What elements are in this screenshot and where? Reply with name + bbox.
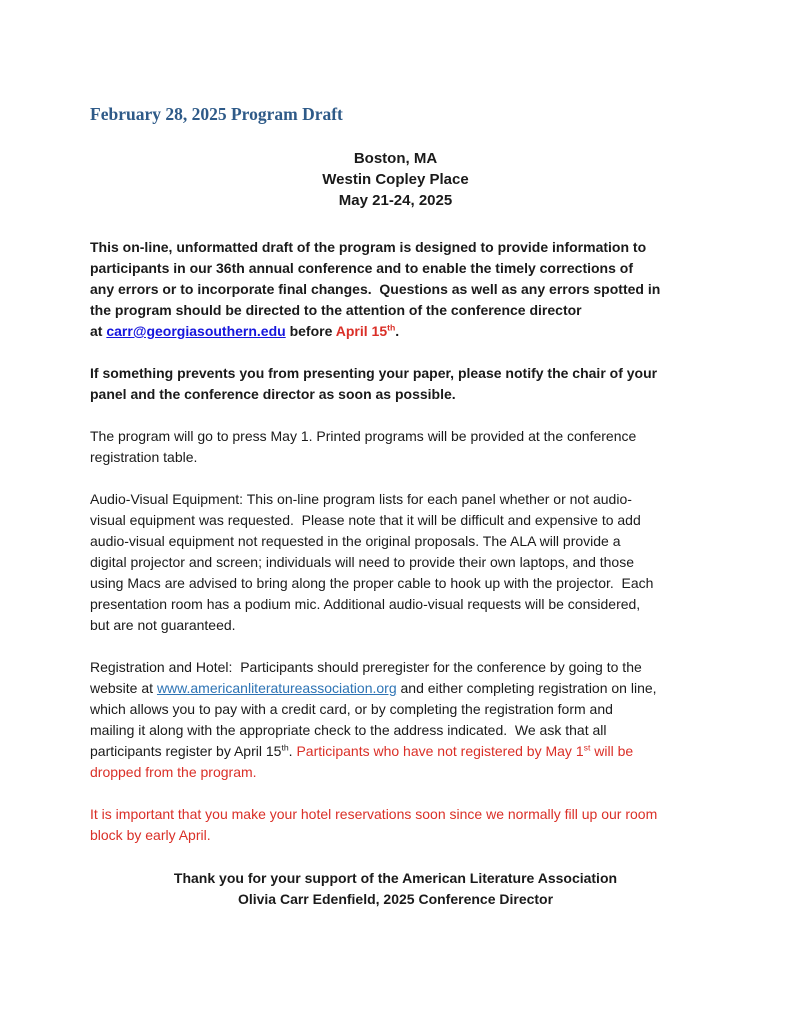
text-segment: . [395, 323, 400, 339]
drop-warning: Participants who have not registered by May 1 [296, 743, 584, 759]
text-segment: . [288, 743, 297, 759]
paragraph-registration [90, 657, 721, 783]
text-segment: and either completing registration on line, which allows you to pay with a credit card, or by completing the registration form and mailing it along with the appropriate check to the address indicated. We ask that all participants register by April 15 [90, 680, 657, 759]
paragraph-press [90, 426, 721, 468]
text-segment: This on-line, unformatted draft of the program is designed to provide information to participants in our 36th annual conference and to enable the timely corrections of any errors or to incorporate final changes. Questions as well as any errors spotted in the program should be directed to the attention of the conference director at [90, 239, 661, 339]
deadline-date-ordinal: th [387, 322, 396, 333]
website-link[interactable]: www.americanliteratureassociation.org [156, 680, 397, 696]
text-segment: th [281, 742, 289, 753]
text-segment: before [285, 323, 336, 339]
deadline-date: April 15 [335, 323, 388, 339]
text-segment: Audio-Visual Equipment: This on-line program lists for each panel whether or not audio- visual equipment was requested. Please note that it will be difficult and expensive to add audio-visual equipment not requested in the original proposals. The ALA will provide a digital projector and screen; individuals will need to provide their own laptops, and those using Macs are advised to bring along the proper cable to hook up with the projector. Each presentation room has a podium mic. Additional audio-visual requests will be considered, but are not guaranteed. [90, 491, 654, 633]
email-link[interactable]: carr@georgiasouthern.edu [106, 323, 286, 339]
closing-signature: Thank you for your support of the American Literature Association Olivia Carr Edenfield, 2025 Conference Director [173, 870, 618, 907]
text-segment: Registration and Hotel: Participants should preregister for the conference by going to the website at [90, 659, 642, 696]
text-segment: will be dropped from the program. [90, 743, 634, 780]
event-header: Boston, MA Westin Copley Place May 21-24, 2025 [322, 150, 469, 209]
page-title: February 28, 2025 Program Draft [90, 104, 343, 124]
paragraph-audio-visual [90, 489, 721, 636]
text-segment: st [583, 742, 591, 753]
text-segment: If something prevents you from presenting your paper, please notify the chair of your panel and the conference director as soon as possible. [90, 365, 658, 402]
paragraph-cancellation [90, 363, 721, 405]
paragraph-hotel-warning [90, 804, 721, 846]
text-segment: The program will go to press May 1. Printed programs will be provided at the conference registration table. [90, 428, 637, 465]
paragraph-intro [90, 237, 721, 342]
hotel-warning-text: It is important that you make your hotel reservations soon since we normally fill up our room block by early April. [90, 806, 658, 843]
